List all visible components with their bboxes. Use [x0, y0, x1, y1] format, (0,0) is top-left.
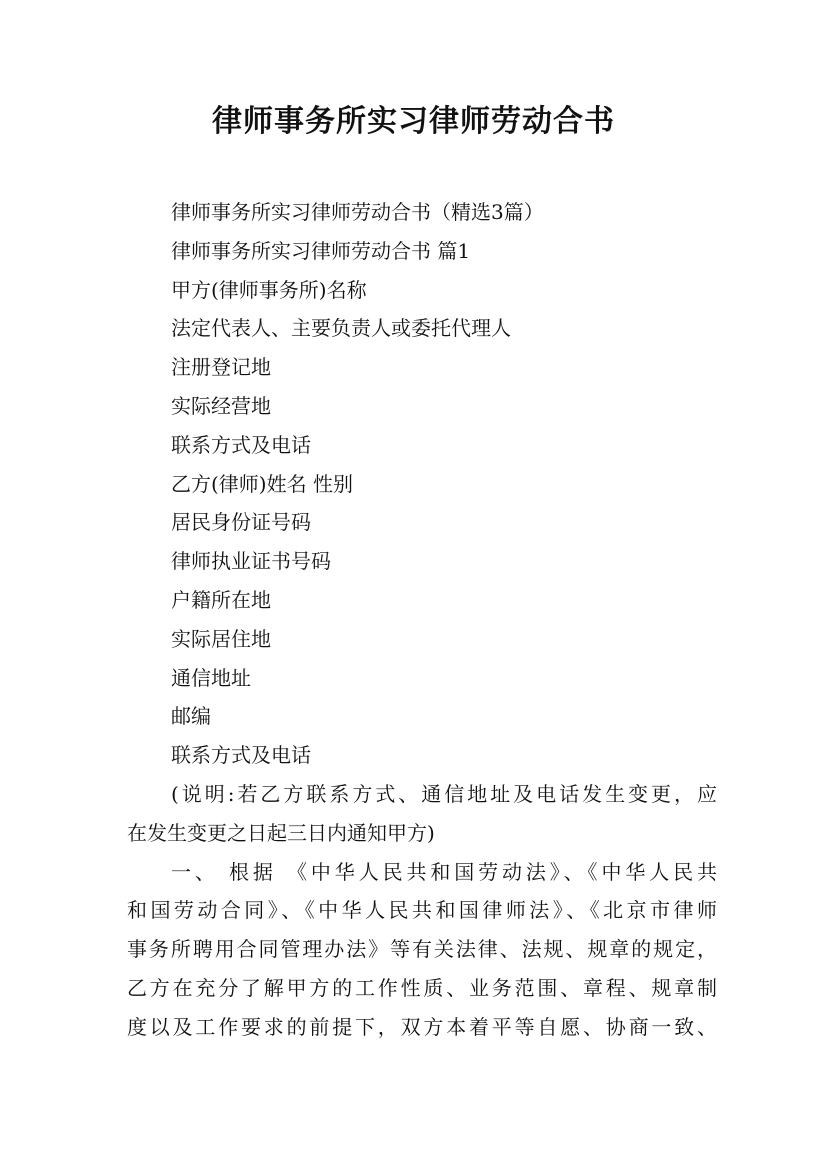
- text-line-registered-address: 注册登记地: [171, 355, 271, 380]
- text-line-section-heading: 律师事务所实习律师劳动合书 篇1: [171, 238, 471, 263]
- text-line-postcode: 邮编: [171, 704, 211, 729]
- text-line-id-number: 居民身份证号码: [171, 510, 311, 535]
- text-line-business-address: 实际经营地: [171, 393, 271, 418]
- text-line-legal-representative: 法定代表人、主要负责人或委托代理人: [171, 316, 511, 341]
- text-line-subtitle: 律师事务所实习律师劳动合书（精选3篇）: [171, 200, 544, 224]
- text-line-residence: 实际居住地: [171, 626, 271, 651]
- document-body: [127, 193, 717, 1047]
- text-line-party-b-contact: 联系方式及电话: [171, 743, 311, 768]
- text-line-note: (说明:若乙方联系方式、通信地址及电话发生变更，应: [171, 781, 717, 806]
- text-line-clause-1-cont-3: 乙方在充分了解甲方的工作性质、业务范围、章程、规章制: [127, 975, 717, 1000]
- text-line-party-a-contact: 联系方式及电话: [171, 432, 311, 457]
- text-line-clause-1-cont-2: 事务所聘用合同管理办法》等有关法律、法规、规章的规定，: [127, 937, 717, 962]
- document-title: 律师事务所实习律师劳动合书: [212, 104, 615, 139]
- text-line-clause-1: 一、 根据 《中华人民共和国劳动法》、《中华人民共: [171, 859, 717, 884]
- text-line-mailing-address: 通信地址: [171, 665, 251, 690]
- text-line-household-registration: 户籍所在地: [171, 587, 271, 612]
- text-line-note-continued: 在发生变更之日起三日内通知甲方): [127, 820, 435, 845]
- text-line-party-a-name: 甲方(律师事务所)名称: [171, 277, 367, 302]
- text-line-party-b-name: 乙方(律师)姓名 性别: [171, 471, 353, 496]
- text-line-license-number: 律师执业证书号码: [171, 549, 331, 574]
- text-line-clause-1-cont-4: 度以及工作要求的前提下，双方本着平等自愿、协商一致、: [127, 1014, 717, 1039]
- text-line-clause-1-cont-1: 和国劳动合同》、《中华人民共和国律师法》、《北京市律师: [127, 898, 717, 923]
